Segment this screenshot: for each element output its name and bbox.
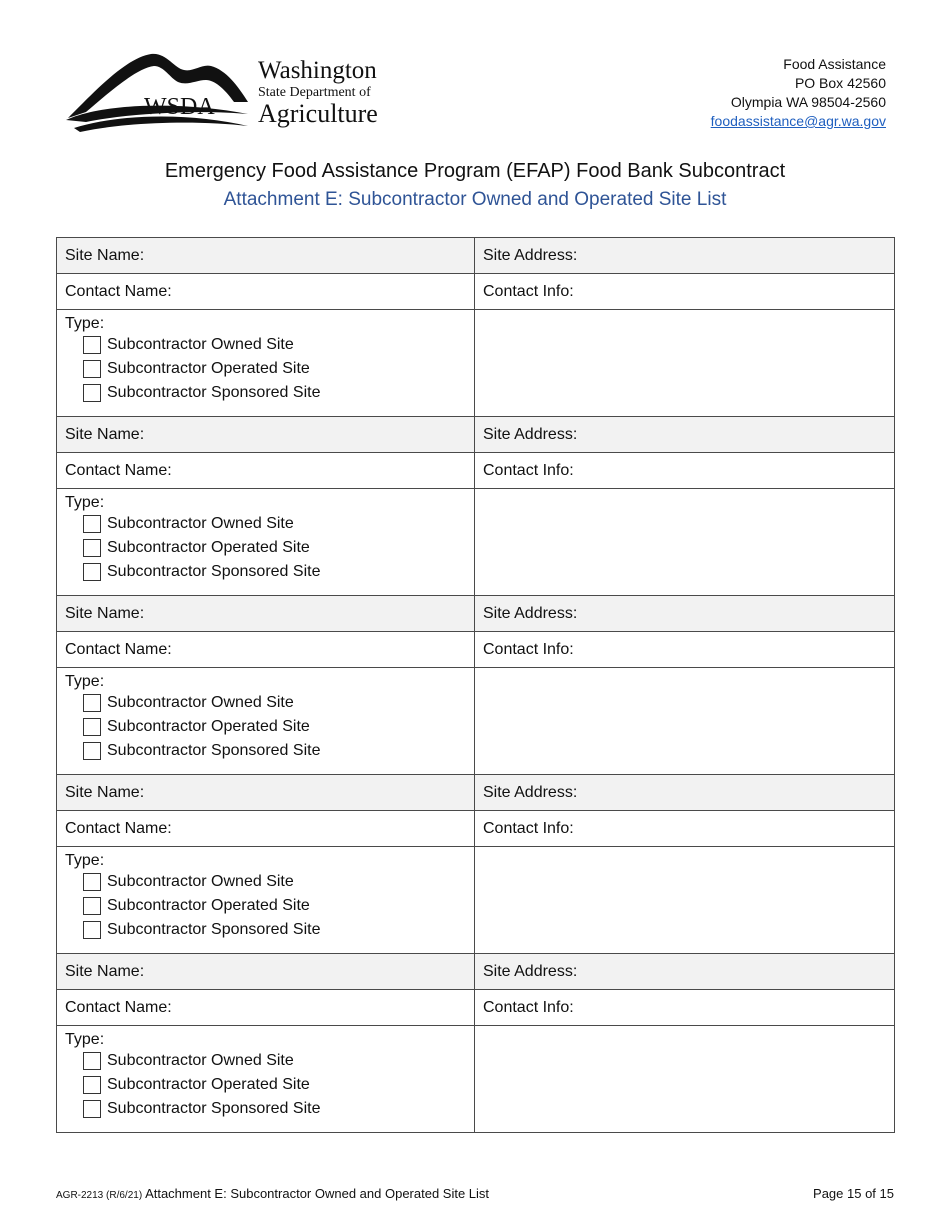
type-option-label: Subcontractor Owned Site: [107, 694, 294, 711]
type-option-label: Subcontractor Owned Site: [107, 336, 294, 353]
site-name-field[interactable]: [57, 596, 475, 632]
site-name-field[interactable]: [57, 954, 475, 990]
type-option-label: Subcontractor Sponsored Site: [107, 384, 321, 401]
site-type-notes[interactable]: [475, 1026, 895, 1133]
site-type-row: [57, 310, 895, 417]
site-type-notes[interactable]: [475, 847, 895, 954]
address-box: PO Box 42560: [794, 75, 886, 91]
site-address-label: Site Address:: [483, 783, 578, 801]
contact-name-field[interactable]: [57, 990, 475, 1026]
site-name-row: [57, 238, 895, 274]
type-option[interactable]: [83, 894, 466, 918]
site-type-row: [57, 1026, 895, 1133]
type-option[interactable]: [83, 715, 466, 739]
type-option[interactable]: [83, 1097, 466, 1121]
type-option[interactable]: [83, 739, 466, 763]
logo-agriculture: Agriculture: [258, 99, 378, 128]
type-checkbox[interactable]: [83, 563, 101, 581]
contact-info-field[interactable]: [475, 811, 895, 847]
contact-row: [57, 632, 895, 668]
type-option[interactable]: [83, 357, 466, 381]
address-city: Olympia WA 98504-2560: [730, 94, 886, 110]
contact-name-field[interactable]: [57, 274, 475, 310]
site-type-notes[interactable]: [475, 310, 895, 417]
page-subtitle: Attachment E: Subcontractor Owned and Operated Site List: [223, 189, 727, 210]
page-title: Emergency Food Assistance Program (EFAP) Food Bank Subcontract: [164, 160, 786, 182]
site-address-label: Site Address:: [483, 604, 578, 622]
site-type-cell: [57, 847, 475, 954]
logo-state-dept: State Department of: [258, 85, 371, 100]
site-address-field[interactable]: [475, 596, 895, 632]
type-option[interactable]: [83, 333, 466, 357]
type-option[interactable]: [83, 381, 466, 405]
email-link[interactable]: foodassistance@agr.wa.gov: [710, 113, 886, 129]
type-checkbox[interactable]: [83, 742, 101, 760]
site-name-label: Site Name:: [65, 783, 145, 801]
type-option[interactable]: [83, 870, 466, 894]
page-number: Page 15 of 15: [813, 1186, 894, 1201]
site-type-row: [57, 847, 895, 954]
type-checkbox[interactable]: [83, 360, 101, 378]
site-name-field[interactable]: [57, 238, 475, 274]
contact-name-field[interactable]: [57, 632, 475, 668]
site-type-cell: [57, 310, 475, 417]
site-name-field[interactable]: [57, 417, 475, 453]
site-type-cell: [57, 668, 475, 775]
type-option-label: Subcontractor Owned Site: [107, 1052, 294, 1069]
type-checkbox[interactable]: [83, 718, 101, 736]
type-option-label: Subcontractor Operated Site: [107, 539, 310, 556]
type-option-label: Subcontractor Operated Site: [107, 718, 310, 735]
type-checkbox[interactable]: [83, 897, 101, 915]
contact-info-field[interactable]: [475, 274, 895, 310]
type-option-label: Subcontractor Owned Site: [107, 515, 294, 532]
site-address-field[interactable]: [475, 954, 895, 990]
type-option[interactable]: [83, 536, 466, 560]
type-checkbox[interactable]: [83, 539, 101, 557]
site-address-label: Site Address:: [483, 425, 578, 443]
site-name-row: [57, 417, 895, 453]
type-option-label: Subcontractor Sponsored Site: [107, 742, 321, 759]
type-option-label: Subcontractor Owned Site: [107, 873, 294, 890]
contact-row: [57, 990, 895, 1026]
site-name-row: [57, 596, 895, 632]
contact-info-label: Contact Info:: [483, 282, 574, 300]
site-name-label: Site Name:: [65, 962, 145, 980]
contact-name-label: Contact Name:: [65, 461, 172, 479]
type-label: Type:: [65, 1031, 105, 1048]
type-option-label: Subcontractor Operated Site: [107, 1076, 310, 1093]
contact-name-field[interactable]: [57, 811, 475, 847]
contact-row: [57, 453, 895, 489]
type-option[interactable]: [83, 691, 466, 715]
site-name-label: Site Name:: [65, 425, 145, 443]
contact-name-label: Contact Name:: [65, 640, 172, 658]
type-checkbox[interactable]: [83, 694, 101, 712]
contact-info-label: Contact Info:: [483, 461, 574, 479]
site-address-field[interactable]: [475, 775, 895, 811]
contact-name-field[interactable]: [57, 453, 475, 489]
site-type-cell: [57, 489, 475, 596]
type-checkbox[interactable]: [83, 873, 101, 891]
site-type-notes[interactable]: [475, 489, 895, 596]
wsda-logo: [66, 50, 386, 132]
type-option[interactable]: [83, 560, 466, 584]
contact-info-label: Contact Info:: [483, 640, 574, 658]
type-option[interactable]: [83, 1049, 466, 1073]
type-option-label: Subcontractor Operated Site: [107, 897, 310, 914]
contact-info-label: Contact Info:: [483, 998, 574, 1016]
type-option[interactable]: [83, 512, 466, 536]
footer-title: Attachment E: Subcontractor Owned and Operated Site List: [145, 1186, 490, 1201]
site-name-row: [57, 775, 895, 811]
site-list-table: [56, 237, 895, 1133]
site-type-cell: [57, 1026, 475, 1133]
type-option-label: Subcontractor Sponsored Site: [107, 921, 321, 938]
wsda-mountain-icon: [66, 50, 256, 132]
contact-info-field[interactable]: [475, 990, 895, 1026]
type-label: Type:: [65, 852, 105, 869]
page-footer: [56, 1186, 894, 1201]
site-name-row: [57, 954, 895, 990]
contact-row: [57, 274, 895, 310]
site-type-row: [57, 489, 895, 596]
logo-washington: Washington: [258, 57, 377, 84]
type-option-label: Subcontractor Operated Site: [107, 360, 310, 377]
site-type-row: [57, 668, 895, 775]
type-label: Type:: [65, 673, 105, 690]
type-checkbox[interactable]: [83, 515, 101, 533]
type-label: Type:: [65, 494, 105, 511]
site-address-field[interactable]: [475, 238, 895, 274]
site-address-label: Site Address:: [483, 962, 578, 980]
type-checkbox[interactable]: [83, 1076, 101, 1094]
type-checkbox[interactable]: [83, 1100, 101, 1118]
type-checkbox[interactable]: [83, 921, 101, 939]
type-label: Type:: [65, 315, 105, 332]
site-type-notes[interactable]: [475, 668, 895, 775]
address-org: Food Assistance: [783, 56, 886, 72]
contact-info-field[interactable]: [475, 453, 895, 489]
site-name-label: Site Name:: [65, 246, 145, 264]
contact-name-label: Contact Name:: [65, 998, 172, 1016]
form-code: AGR-2213 (R/6/21): [56, 1190, 143, 1201]
contact-name-label: Contact Name:: [65, 819, 172, 837]
contact-address: [711, 55, 886, 131]
contact-info-label: Contact Info:: [483, 819, 574, 837]
type-option-label: Subcontractor Sponsored Site: [107, 563, 321, 580]
site-name-field[interactable]: [57, 775, 475, 811]
contact-name-label: Contact Name:: [65, 282, 172, 300]
type-checkbox[interactable]: [83, 1052, 101, 1070]
contact-info-field[interactable]: [475, 632, 895, 668]
contact-row: [57, 811, 895, 847]
type-checkbox[interactable]: [83, 336, 101, 354]
type-option-label: Subcontractor Sponsored Site: [107, 1100, 321, 1117]
site-name-label: Site Name:: [65, 604, 145, 622]
type-option[interactable]: [83, 918, 466, 942]
site-address-label: Site Address:: [483, 246, 578, 264]
site-address-field[interactable]: [475, 417, 895, 453]
type-option[interactable]: [83, 1073, 466, 1097]
svg-text:WSDA: WSDA: [144, 94, 215, 120]
type-checkbox[interactable]: [83, 384, 101, 402]
